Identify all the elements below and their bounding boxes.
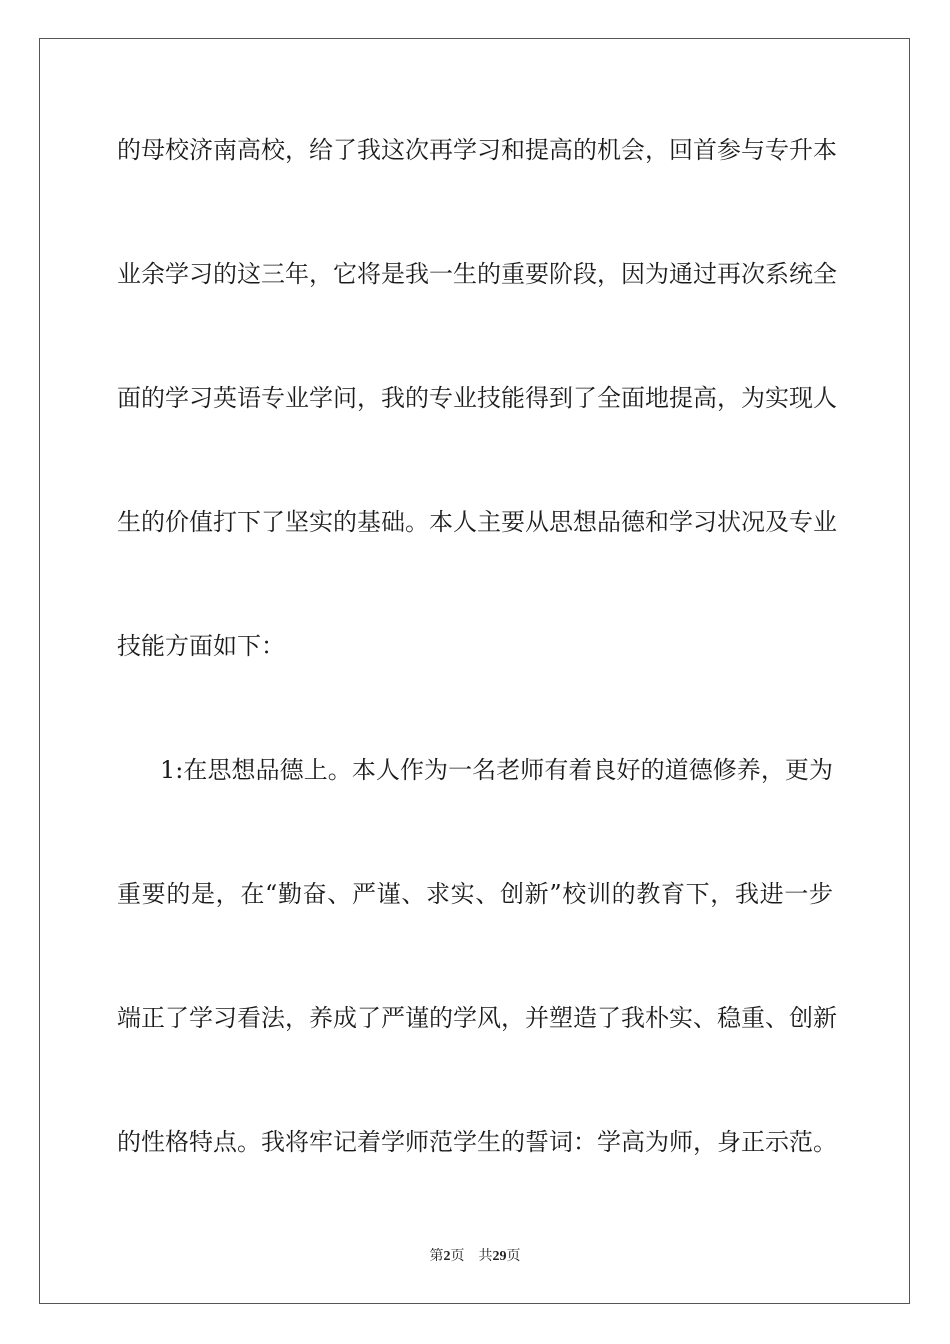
body-line-8: 端正了学习看法，养成了严谨的学风，并塑造了我朴实、稳重、创新: [117, 1004, 837, 1032]
body-line-4: 生的价值打下了坚实的基础。本人主要从思想品德和学习状况及专业: [117, 508, 837, 536]
footer-total-suffix: 页: [506, 1248, 521, 1264]
footer-total-prefix: 共: [478, 1248, 493, 1264]
body-line-6: 1:在思想品德上。本人作为一名老师有着良好的道德修养，更为: [160, 756, 833, 784]
body-line-1: 的母校济南高校，给了我这次再学习和提高的机会，回首参与专升本: [117, 136, 837, 164]
footer-page-suffix: 页: [450, 1248, 465, 1264]
footer-page-number: 2: [443, 1249, 451, 1264]
footer-total-pages: 29: [492, 1249, 507, 1264]
page-border: [39, 38, 910, 1304]
body-line-2: 业余学习的这三年，它将是我一生的重要阶段，因为通过再次系统全: [117, 260, 837, 288]
body-line-5: 技能方面如下：: [117, 632, 285, 660]
body-line-3: 面的学习英语专业学问，我的专业技能得到了全面地提高，为实现人: [117, 384, 837, 412]
footer-page-prefix: 第: [429, 1248, 444, 1264]
page-footer: [0, 1246, 950, 1267]
body-line-9: 的性格特点。我将牢记着学师范学生的誓词：学高为师，身正示范。: [117, 1128, 837, 1156]
body-line-7: 重要的是，在“勤奋、严谨、求实、创新”校训的教育下，我进一步: [117, 880, 833, 908]
